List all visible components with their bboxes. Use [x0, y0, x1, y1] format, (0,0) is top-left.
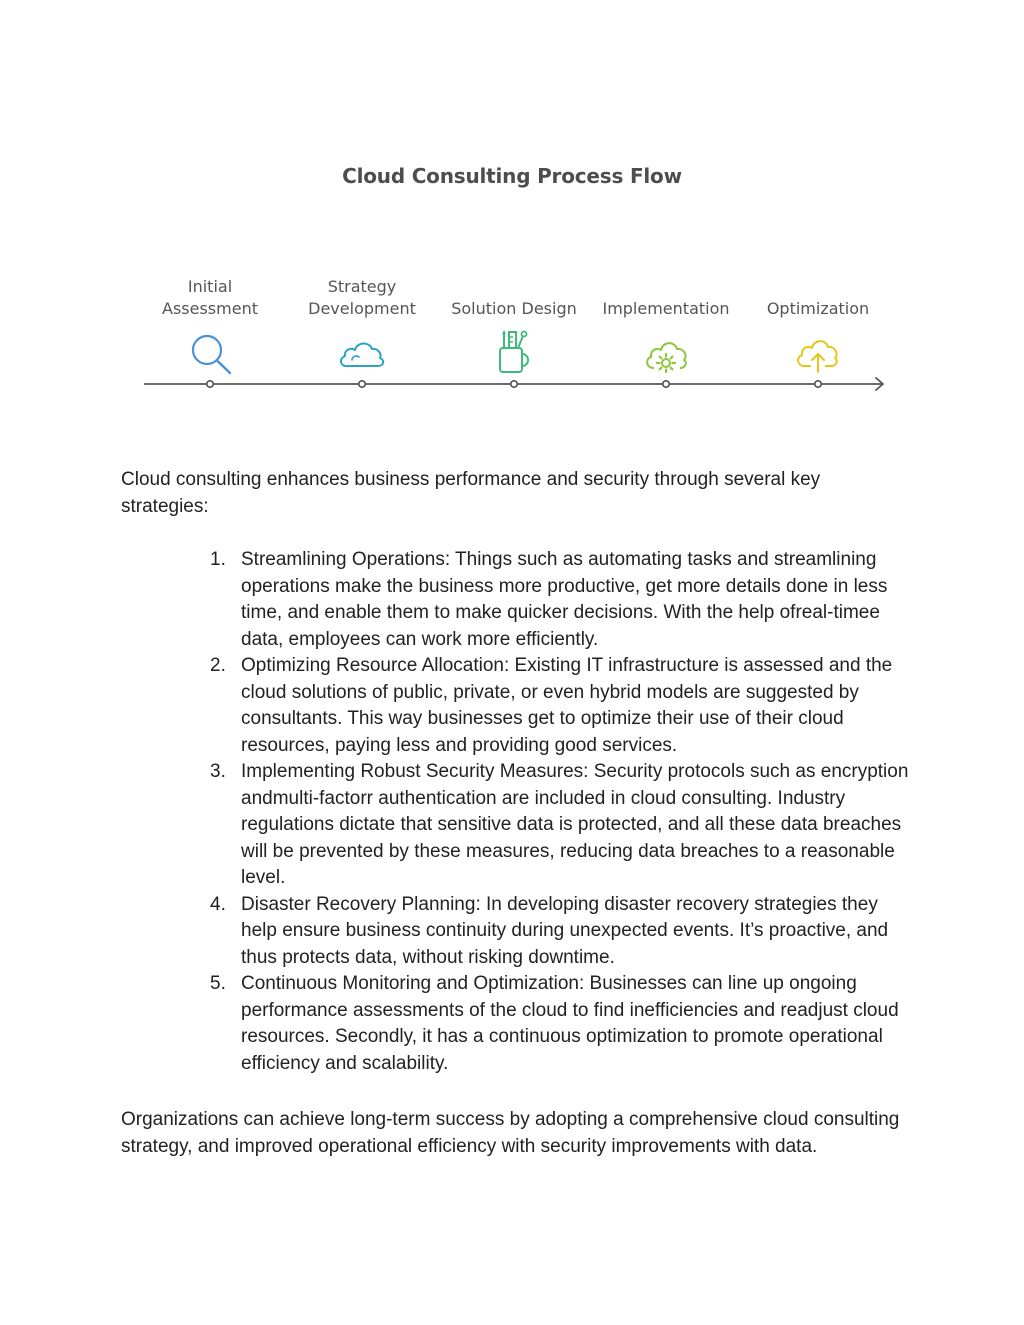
- cloud-upload-icon: [794, 330, 842, 378]
- timeline-arrow: [140, 372, 890, 396]
- cloud-icon: [338, 330, 386, 378]
- list-item-text: Optimizing Resource Allocation: Existing IT infrastructure is assessed and the cloud solutions of public, private, or even hybrid models are suggested by consultants. This way businesses get to optimize their use of their cloud resources, paying less and providing good services.: [241, 655, 893, 756]
- list-item: [121, 547, 911, 653]
- step-label-initial-assessment: Initial Assessment: [162, 277, 258, 318]
- timeline-node: [815, 381, 821, 387]
- step-label-strategy-development: Strategy Development: [308, 277, 416, 318]
- step-label-optimization: Optimization: [766, 299, 870, 318]
- strategies-list: [121, 547, 911, 1077]
- intro-paragraph: Cloud consulting enhances business performance and security through several key strategies:: [121, 469, 821, 517]
- list-number: 5.: [210, 973, 226, 994]
- timeline-node: [663, 381, 669, 387]
- list-item: [121, 971, 911, 1077]
- timeline-node: [511, 381, 517, 387]
- list-item-text: Continuous Monitoring and Optimization: Businesses can line up ongoing performance assessments of the cloud to find inefficiencies and readjust cloud resources. Secondly, it has a continuous optimization to promote operational efficiency and scalability.: [241, 973, 899, 1074]
- list-number: 4.: [210, 893, 226, 915]
- step-label-implementation: Implementation: [602, 299, 730, 318]
- process-flow-diagram: [0, 0, 1024, 420]
- magnifier-icon: [186, 330, 234, 378]
- diagram-title: Cloud Consulting Process Flow: [342, 164, 682, 188]
- list-item-text: Disaster Recovery Planning: In developing disaster recovery strategies they help ensure business continuity during unexpected events. It’s proactive, and thus protects data, without risking downtime.: [241, 893, 889, 968]
- list-item: [121, 759, 911, 892]
- list-number: 3.: [210, 761, 226, 782]
- tools-cup-icon: [490, 328, 538, 376]
- list-number: 1.: [210, 549, 226, 570]
- list-item: [121, 892, 911, 972]
- list-item-text: Streamlining Operations: Things such as automating tasks and streamlining operations make the business more productive, get more details done in less time, and enable them to make quicker decisions. With the help ofreal-timee data, employees can work more efficiently.: [241, 549, 888, 650]
- step-label-solution-design: Solution Design: [451, 299, 577, 318]
- timeline-node: [359, 381, 365, 387]
- conclusion-paragraph: Organizations can achieve long-term success by adopting a comprehensive cloud consulting strategy, and improved operational efficiency with security improvements with data.: [121, 1109, 900, 1157]
- cloud-gear-icon: [642, 330, 690, 378]
- list-item-text: Implementing Robust Security Measures: Security protocols such as encryption andmulti-factorr authentication are included in cloud consulting. Industry regulations dictate that sensitive data is protected, and all these data breaches will be prevented by these measures, reducing data breaches to a reasonable level.: [241, 761, 909, 888]
- timeline-node: [207, 381, 213, 387]
- list-item: [121, 653, 911, 759]
- list-number: 2.: [210, 655, 226, 676]
